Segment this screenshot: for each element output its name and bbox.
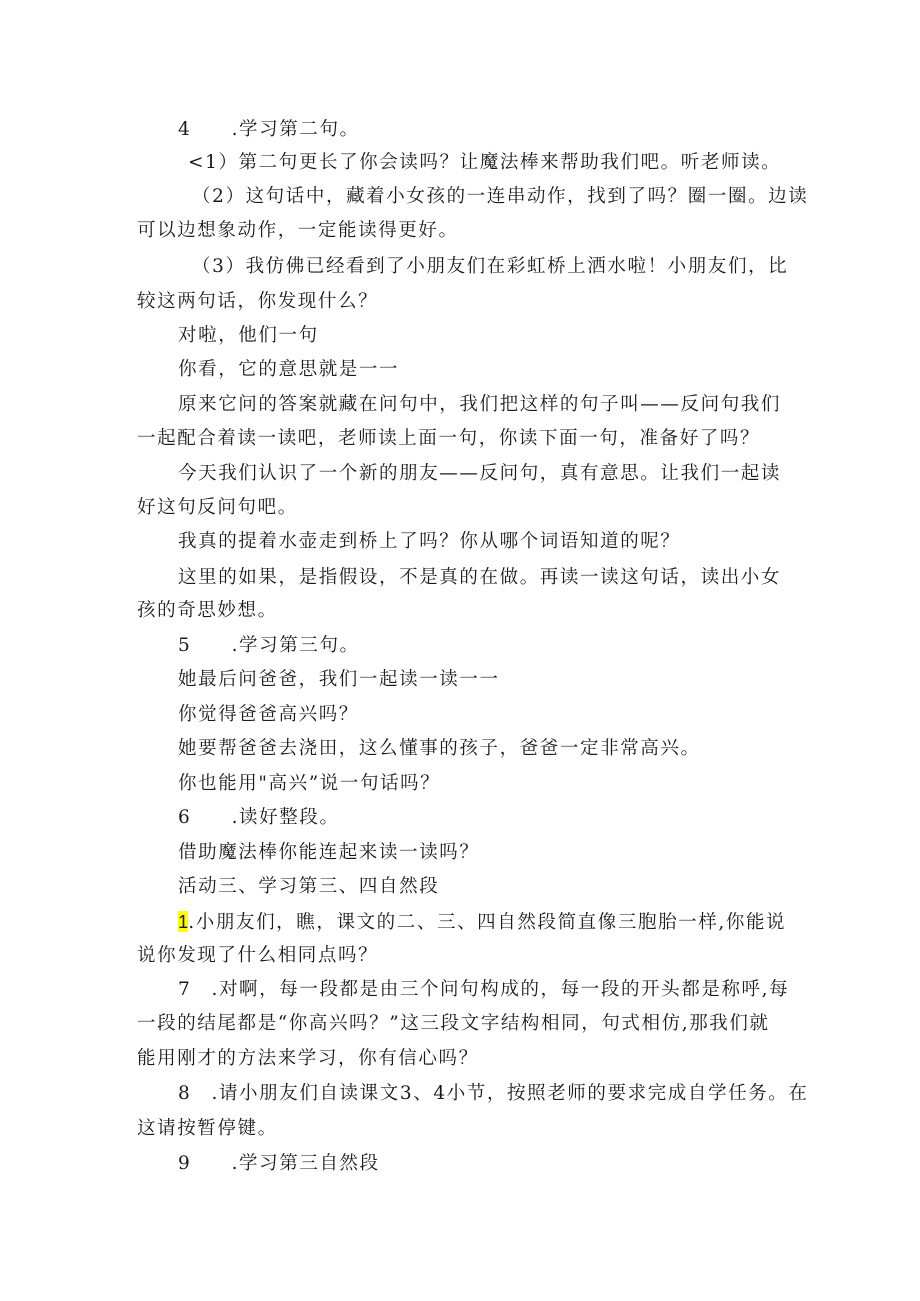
heading-step-9: 9 .学习第三自然段 bbox=[178, 1153, 380, 1174]
section-heading: 活动三、学习第三、四自然段 bbox=[178, 876, 440, 897]
paragraph-line: 这里的如果，是指假设，不是真的在做。再读一读这句话，读出小女 bbox=[178, 567, 782, 588]
highlight-marker: 1 bbox=[178, 911, 189, 932]
paragraph-line: （3）我仿佛已经看到了小朋友们在彩虹桥上洒水啦！小朋友们，比 bbox=[192, 256, 789, 277]
paragraph-line: 可以边想象动作，一定能读得更好。 bbox=[137, 220, 459, 241]
paragraph-text: .小朋友们，瞧，课文的二、三、四自然段简直像三胞胎一样,你能说 bbox=[188, 912, 787, 933]
paragraph-line: 你看，它的意思就是一一 bbox=[178, 359, 400, 380]
paragraph-line bbox=[178, 909, 786, 936]
paragraph-line: 我真的提着水壶走到桥上了吗？你从哪个词语知道的呢？ bbox=[178, 531, 681, 552]
paragraph-line: 你觉得爸爸高兴吗？ bbox=[178, 704, 359, 725]
paragraph-line: （2）这句话中，藏着小女孩的一连串动作，找到了吗？圈一圈。边读 bbox=[192, 186, 809, 207]
paragraph-line: 她要帮爸爸去浇田，这么懂事的孩子，爸爸一定非常高兴。 bbox=[178, 738, 701, 759]
heading-step-6: 6 .读好整段。 bbox=[178, 807, 340, 828]
paragraph-line: 这请按暂停键。 bbox=[137, 1118, 278, 1139]
heading-step-5: 5 .学习第三句。 bbox=[178, 635, 360, 656]
paragraph-line: 孩的奇思妙想。 bbox=[137, 600, 278, 621]
paragraph-line: 你也能用"高兴”说一句话吗？ bbox=[178, 773, 441, 794]
paragraph-line: 借助魔法棒你能连起来读一读吗？ bbox=[178, 842, 480, 863]
paragraph-line: <1）第二句更长了你会读吗？让魔法棒来帮助我们吧。听老师读。 bbox=[188, 152, 782, 173]
paragraph-line: 说你发现了什么相同点吗？ bbox=[137, 945, 379, 966]
heading-step-4: 4 .学习第二句。 bbox=[178, 119, 360, 140]
paragraph-line: 她最后问爸爸，我们一起读一读一一 bbox=[178, 669, 500, 690]
paragraph-line: 对啦，他们一句 bbox=[178, 325, 319, 346]
paragraph-line: 原来它问的答案就藏在问句中，我们把这样的句子叫——反问句我们 bbox=[178, 394, 782, 415]
paragraph-line: 好这句反问句吧。 bbox=[137, 497, 298, 518]
paragraph-line: 一段的结尾都是“你高兴吗？”这三段文字结构相同，句式相仿,那我们就 bbox=[137, 1013, 770, 1034]
paragraph-line: 7 .对啊，每一段都是由三个问句构成的，每一段的开头都是称呼,每 bbox=[178, 979, 790, 1000]
paragraph-line: 一起配合着读一读吧，老师读上面一句，你读下面一句，准备好了吗？ bbox=[137, 428, 761, 449]
paragraph-line: 今天我们认识了一个新的朋友——反问句，真有意思。让我们一起读 bbox=[178, 463, 782, 484]
paragraph-line: 能用刚才的方法来学习，你有信心吗？ bbox=[137, 1048, 479, 1069]
paragraph-line: 较这两句话，你发现什么？ bbox=[137, 291, 379, 312]
paragraph-line: 8 .请小朋友们自读课文3、4小节，按照老师的要求完成自学任务。在 bbox=[178, 1083, 809, 1104]
